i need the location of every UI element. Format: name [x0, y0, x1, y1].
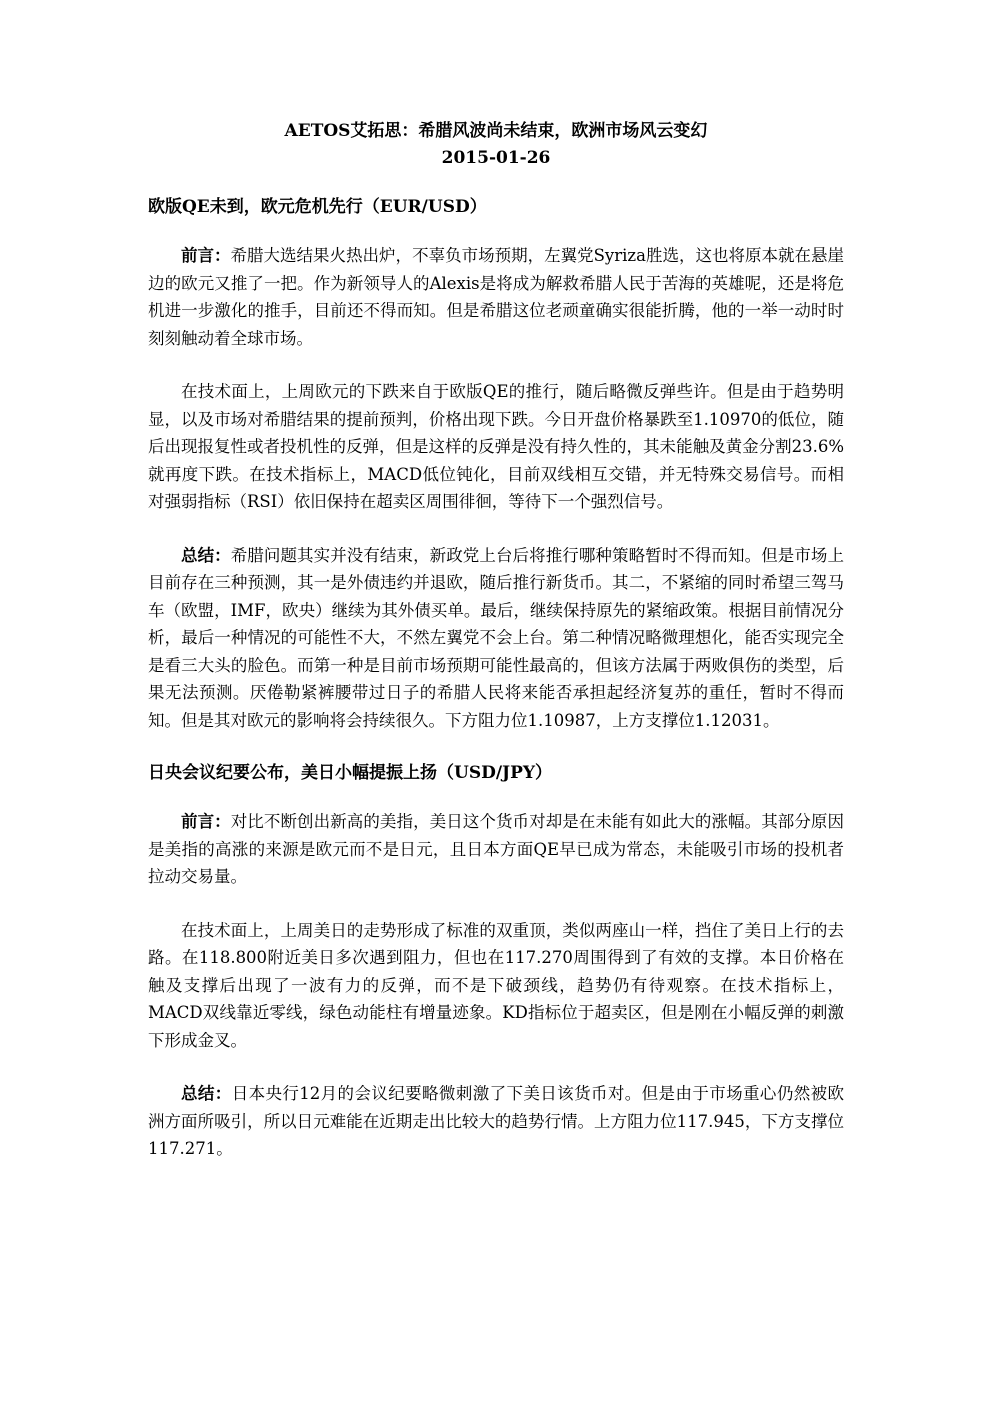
section-eur-usd: [148, 194, 844, 734]
section-heading: 日央会议纪要公布，美日小幅提振上扬（USD/JPY）: [148, 763, 553, 783]
section-usd-jpy: [148, 760, 844, 1163]
paragraph-lead: 总结：: [181, 545, 231, 565]
paragraph-summary: [148, 1080, 844, 1163]
paragraph-lead: 前言：: [181, 246, 231, 265]
paragraph-text: 在技术面上，上周美日的走势形成了标准的双重顶，类似两座山一样，挡住了美日上行的去路。在118.800附近美日多次遇到阻力，但也在117.270周围得到了有效的支撑。本日价格在触及支撑后出现了一波有力的反弹，而不是下破颈线，趋势仍有待观察。在技术指标上，MACD双线靠近零线，绿色动能柱有增量迹象。KD指标位于超卖区，但是刚在小幅反弹的刺激下形成金叉。: [148, 920, 844, 1050]
paragraph-foreword: [148, 242, 844, 352]
section-heading: 欧版QE未到，欧元危机先行（EUR/USD）: [148, 197, 487, 217]
paragraph-text: 希腊大选结果火热出炉，不辜负市场预期，左翼党Syriza胜选，这也将原本就在悬崖边的欧元又推了一把。作为新领导人的Alexis是将成为解救希腊人民于苦海的英雄呢，还是将危机进一步激化的推手，目前还不得而知。但是希腊这位老顽童确实很能折腾，他的一举一动时时刻刻触动着全球市场。: [148, 246, 844, 348]
paragraph-summary: [148, 542, 844, 735]
paragraph-text: 日本央行12月的会议纪要略微刺激了下美日该货币对。但是由于市场重心仍然被欧洲方面所吸引，所以日元难能在近期走出比较大的趋势行情。上方阻力位117.945，下方支撑位117.271。: [148, 1084, 844, 1158]
paragraph-text: 希腊问题其实并没有结束，新政党上台后将推行哪种策略暂时不得而知。但是市场上目前存在三种预测，其一是外债违约并退欧，随后推行新货币。其二，不紧缩的同时希望三驾马车（欧盟，IMF，欧央）继续为其外债买单。最后，继续保持原先的紧缩政策。根据目前情况分析，最后一种情况的可能性不大，不然左翼党不会上台。第二种情况略微理想化，能否实现完全是看三大头的脸色。而第一种是目前市场预期可能性最高的，但该方法属于两败俱伤的类型，后果无法预测。厌倦勒紧裤腰带过日子的希腊人民将来能否承担起经济复苏的重任，暂时不得而知。但是其对欧元的影响将会持续很久。下方阻力位1.10987，上方支撑位1.12031。: [148, 545, 845, 730]
document-date: 2015-01-26: [441, 148, 551, 168]
document-page: [148, 118, 844, 1163]
paragraph-text: 对比不断创出新高的美指，美日这个货币对却是在未能有如此大的涨幅。其部分原因是美指的高涨的来源是欧元而不是日元，且日本方面QE早已成为常态，未能吸引市场的投机者拉动交易量。: [148, 812, 845, 886]
paragraph-text: 在技术面上，上周欧元的下跌来自于欧版QE的推行，随后略微反弹些许。但是由于趋势明显，以及市场对希腊结果的提前预判，价格出现下跌。今日开盘价格暴跌至1.10970的低位，随后出现报复性或者投机性的反弹，但是这样的反弹是没有持久性的，其未能触及黄金分割23.6%就再度下跌。在技术指标上，MACD低位钝化，目前双线相互交错，并无特殊交易信号。而相对强弱指标（RSI）依旧保持在超卖区周围徘徊，等待下一个强烈信号。: [148, 382, 844, 511]
document-title: AETOS艾拓思：希腊风波尚未结束，欧洲市场风云变幻: [284, 121, 708, 141]
paragraph-technical: [148, 917, 844, 1055]
paragraph-lead: 总结：: [181, 1084, 232, 1103]
paragraph-foreword: [148, 808, 844, 891]
paragraph-lead: 前言：: [181, 812, 231, 831]
paragraph-technical: [148, 378, 844, 516]
